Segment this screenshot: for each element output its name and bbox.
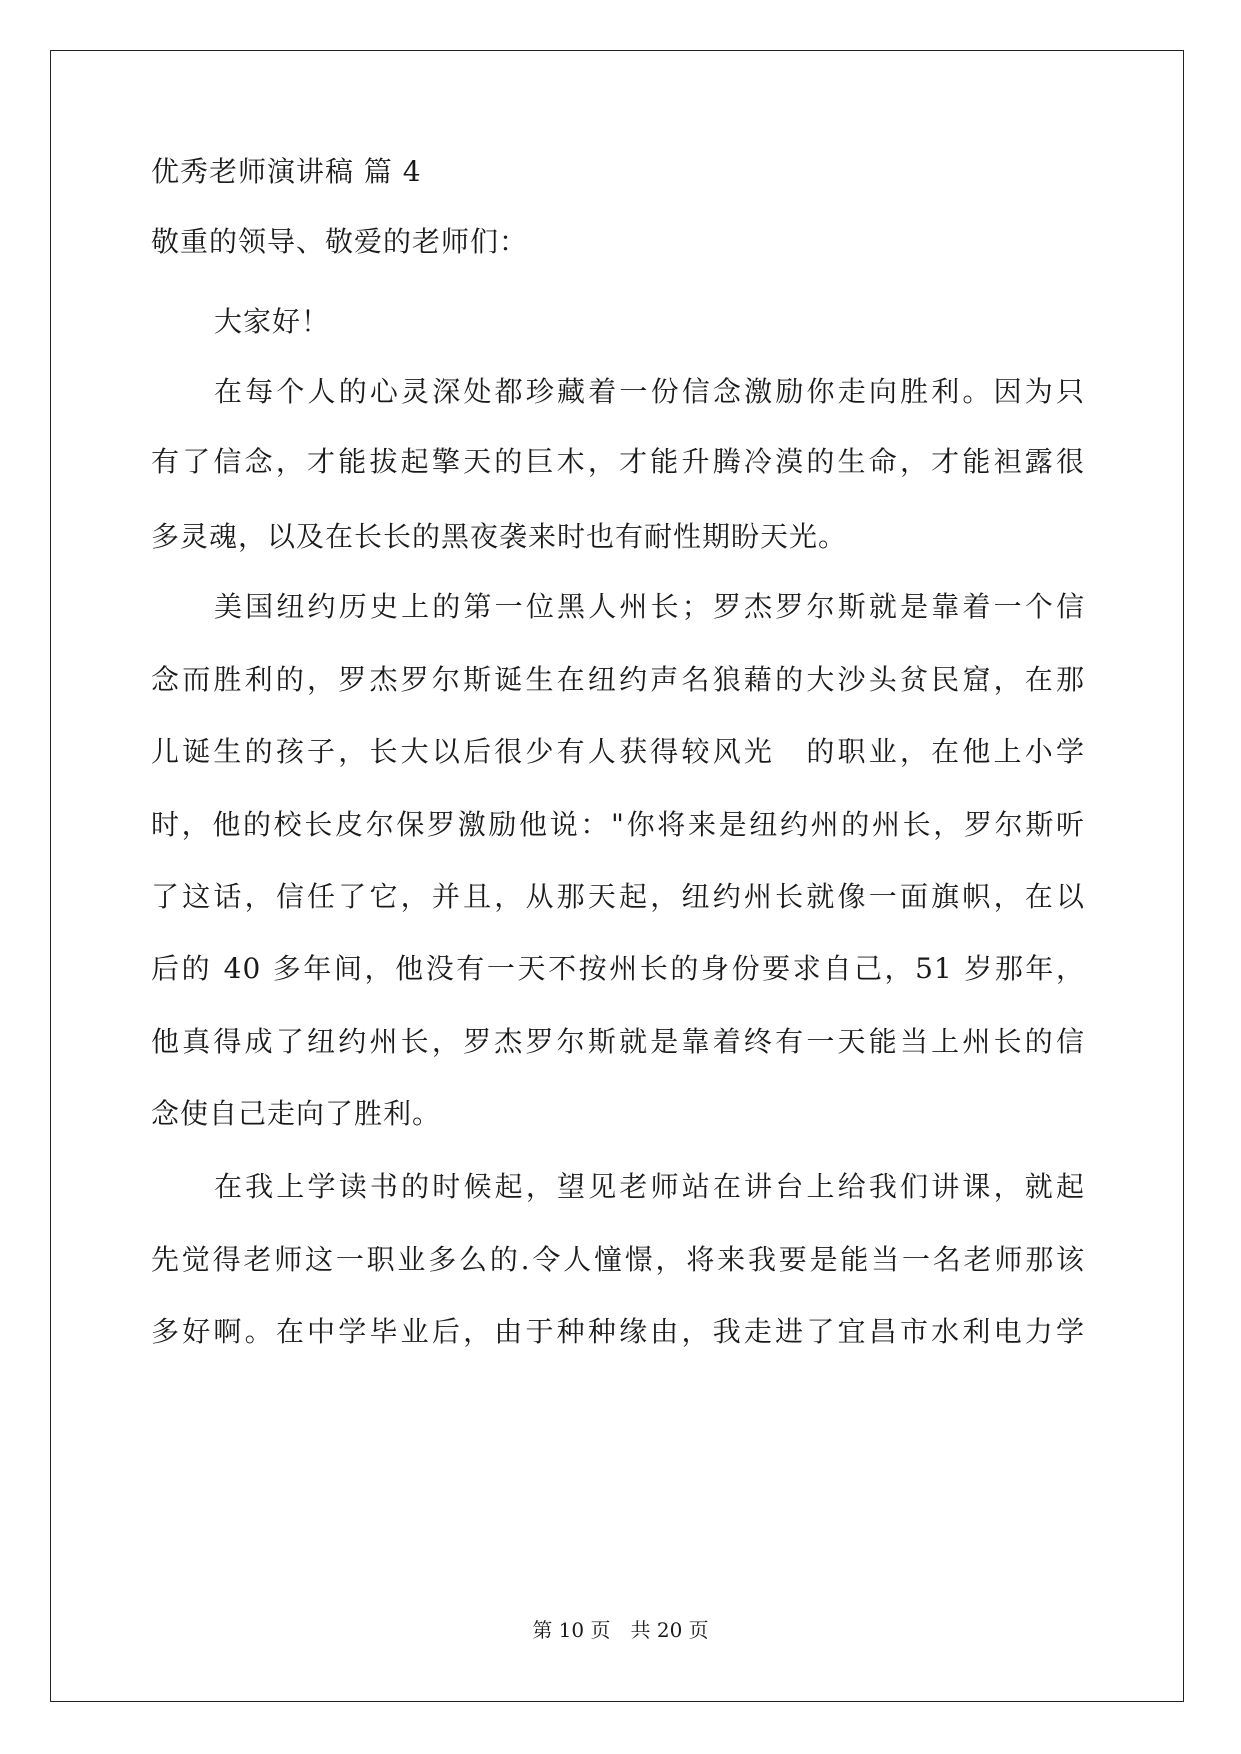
paragraph-line: 时，他的校长皮尔保罗激励他说："你将来是纽约州的州长，罗尔斯听 (151, 808, 1085, 841)
paragraph-line: 多好啊。在中学毕业后，由于种种缘由，我走进了宜昌市水利电力学 (151, 1315, 1085, 1348)
paragraph-line: 念使自己走向了胜利。 (151, 1097, 442, 1130)
paragraph-line: 有了信念，才能拔起擎天的巨木，才能升腾冷漠的生命，才能袒露很 (151, 445, 1085, 478)
greeting: 大家好！ (214, 305, 331, 338)
paragraph-line: 念而胜利的，罗杰罗尔斯诞生在纽约声名狼藉的大沙头贫民窟，在那 (151, 663, 1085, 696)
page-total: 共 20 页 (630, 1618, 709, 1642)
paragraph-line: 先觉得老师这一职业多么的.令人憧憬，将来我要是能当一名老师那该 (151, 1243, 1085, 1276)
document-title: 优秀老师演讲稿 篇 4 (151, 155, 422, 188)
paragraph-line: 多灵魂，以及在长长的黑夜袭来时也有耐性期盼天光。 (151, 520, 848, 553)
paragraph-line: 在我上学读书的时候起，望见老师站在讲台上给我们讲课，就起 (214, 1170, 1085, 1203)
paragraph-line: 他真得成了纽约州长，罗杰罗尔斯就是靠着终有一天能当上州长的信 (151, 1025, 1085, 1058)
paragraph-line: 了这话，信任了它，并且，从那天起，纽约州长就像一面旗帜，在以 (151, 880, 1085, 913)
paragraph-line: 儿诞生的孩子，长大以后很少有人获得较风光 的职业，在他上小学 (151, 735, 1085, 768)
page-border (50, 50, 1184, 1702)
page-number: 第 10 页 (532, 1618, 611, 1642)
paragraph-line: 后的 40 多年间，他没有一天不按州长的身份要求自己，51 岁那年， (151, 952, 1085, 985)
paragraph-line: 在每个人的心灵深处都珍藏着一份信念激励你走向胜利。因为只 (214, 375, 1085, 408)
paragraph-line: 美国纽约历史上的第一位黑人州长；罗杰罗尔斯就是靠着一个信 (214, 590, 1085, 623)
salutation: 敬重的领导、敬爱的老师们： (151, 225, 529, 258)
page-footer (0, 1618, 1241, 1642)
